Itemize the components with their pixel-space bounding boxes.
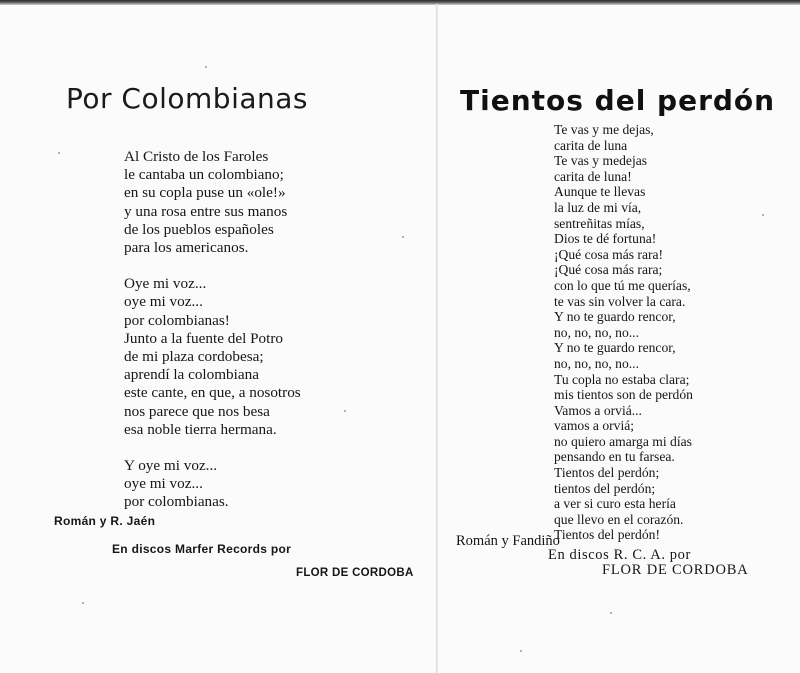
right-page [438, 0, 800, 673]
left-song-title: Por Colombianas [66, 82, 308, 115]
lyric-line: le cantaba un colombiano; [124, 166, 284, 184]
lyric-line: y una rosa entre sus manos [124, 202, 288, 220]
right-authors-credit: Román y Fandiño [456, 533, 560, 549]
lyric-line: por colombianas. [124, 493, 229, 511]
scan-speck [344, 410, 346, 412]
lyric-line: Tientos del perdón; [554, 465, 660, 481]
lyric-line: vamos a orviá; [554, 418, 635, 434]
lyric-line: Tu copla no estaba clara; [554, 371, 690, 387]
left-artist-credit: FLOR DE CORDOBA [296, 567, 414, 579]
lyric-line: mis tientos son de perdón [554, 387, 693, 403]
right-song-title: Tientos del perdón [460, 84, 776, 117]
right-artist-credit: FLOR DE CORDOBA [602, 562, 749, 578]
stanza [124, 148, 301, 257]
lyric-line: oye mi voz... [124, 293, 203, 311]
lyric-line: carita de luna! [554, 168, 632, 184]
scan-speck [520, 650, 522, 652]
left-authors-credit: Román y R. Jaén [54, 514, 156, 528]
lyric-line: Dios te dé fortuna! [554, 231, 657, 247]
lyric-line: pensando en tu farsea. [554, 449, 675, 465]
lyric-line: esa noble tierra hermana. [124, 420, 277, 438]
lyric-line: Te vas y me dejas, [554, 122, 654, 137]
lyric-line: tientos del perdón; [554, 480, 656, 496]
right-lyrics [554, 122, 693, 543]
lyric-line: Te vas y medejas [554, 153, 648, 169]
stanza [124, 457, 301, 512]
lyric-line: de los pueblos españoles [124, 220, 274, 238]
lyric-line: ¡Qué cosa más rara! [554, 246, 664, 262]
scan-speck [402, 236, 404, 238]
lyric-line: que llevo en el corazón. [554, 511, 684, 527]
left-disc-credit: En discos Marfer Records por [112, 542, 292, 556]
lyric-line: por colombianas! [124, 311, 230, 329]
lyric-line: Tientos del perdón! [554, 527, 660, 543]
lyric-line: con lo que tú me querías, [554, 277, 691, 293]
lyric-line: Junto a la fuente del Potro [124, 329, 284, 347]
lyric-line: Aunque te llevas [554, 184, 646, 200]
lyric-line: Y no te guardo rencor, [554, 340, 676, 356]
lyric-line: no quiero amarga mi días [554, 433, 692, 449]
lyric-line: carita de luna [554, 137, 628, 153]
scan-speck [762, 214, 764, 216]
right-disc-credit: En discos R. C. A. por [548, 547, 691, 563]
left-lyrics [124, 148, 301, 530]
lyric-line: no, no, no, no... [554, 324, 639, 340]
lyric-line: la luz de mi vía, [554, 199, 642, 215]
lyric-line: a ver si curo esta hería [554, 496, 676, 512]
lyric-line: no, no, no, no... [554, 355, 639, 371]
lyric-line: Y oye mi voz... [124, 457, 218, 475]
lyric-line: de mi plaza cordobesa; [124, 348, 264, 366]
lyric-line: Oye mi voz... [124, 275, 207, 293]
stanza [124, 275, 301, 439]
scan-speck [205, 66, 207, 68]
lyric-line: para los americanos. [124, 239, 249, 257]
lyric-line: oye mi voz... [124, 475, 203, 493]
lyric-line: este cante, en que, a nosotros [124, 384, 301, 402]
scan-speck [610, 612, 612, 614]
lyric-line: en su copla puse un «ole!» [124, 184, 286, 202]
lyric-line: te vas sin volver la cara. [554, 293, 686, 309]
lyric-line: Vamos a orviá... [554, 402, 642, 418]
lyric-line: Y no te guardo rencor, [554, 309, 676, 325]
lyric-line: nos parece que nos besa [124, 402, 270, 420]
scan-speck [58, 152, 60, 154]
lyric-line: sentreñitas mías, [554, 215, 645, 231]
scan-speck [82, 602, 84, 604]
lyric-line: Al Cristo de los Faroles [124, 148, 269, 165]
lyric-line: ¡Qué cosa más rara; [554, 262, 663, 278]
lyric-line: aprendí la colombiana [124, 366, 259, 384]
